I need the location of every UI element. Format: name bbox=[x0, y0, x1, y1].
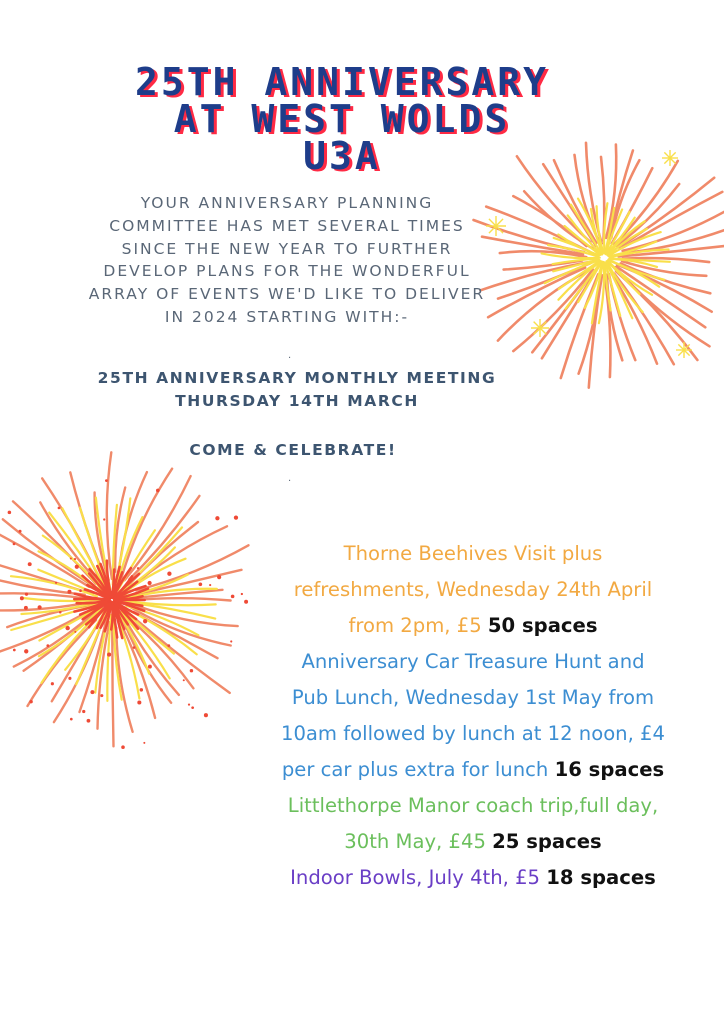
intro-paragraph bbox=[70, 192, 504, 329]
separator-dot: . bbox=[288, 473, 292, 484]
spaces-badge: 50 spaces bbox=[487, 614, 598, 637]
intro-line: SINCE THE NEW YEAR TO FURTHER bbox=[121, 239, 453, 258]
event-item bbox=[233, 788, 713, 860]
firework-left-icon bbox=[0, 440, 250, 760]
intro-line: DEVELOP PLANS FOR THE WONDERFUL bbox=[103, 262, 471, 281]
title-line: AT WEST WOLDS bbox=[173, 97, 511, 141]
meeting-line: THURSDAY 14TH MARCH bbox=[175, 392, 419, 410]
event-item bbox=[233, 536, 713, 644]
event-line: Indoor Bowls, July 4th, £5 bbox=[290, 866, 541, 889]
event-line: 10am followed by lunch at 12 noon, £4 bbox=[280, 722, 665, 745]
intro-line: ARRAY OF EVENTS WE'D LIKE TO DELIVER bbox=[88, 285, 486, 304]
poster-title bbox=[40, 60, 644, 178]
event-line: per car plus extra for lunch bbox=[281, 758, 549, 781]
events-list bbox=[233, 536, 713, 896]
event-line: Littlethorpe Manor coach trip,full day, bbox=[287, 794, 659, 817]
event-line: Anniversary Car Treasure Hunt and bbox=[301, 650, 645, 673]
spaces-badge: 16 spaces bbox=[554, 758, 665, 781]
intro-line: IN 2024 STARTING WITH:- bbox=[164, 307, 410, 326]
event-line: Thorne Beehives Visit plus bbox=[343, 542, 603, 565]
meeting-heading bbox=[60, 367, 534, 413]
intro-line: YOUR ANNIVERSARY PLANNING bbox=[140, 194, 434, 212]
event-line: Pub Lunch, Wednesday 1st May from bbox=[291, 686, 655, 709]
title-line: 25TH ANNIVERSARY bbox=[134, 60, 550, 104]
spaces-badge: 18 spaces bbox=[546, 866, 656, 889]
meeting-line: 25TH ANNIVERSARY MONTHLY MEETING bbox=[97, 369, 497, 387]
event-line: from 2pm, £5 bbox=[348, 614, 488, 637]
celebrate-heading: COME & CELEBRATE! bbox=[189, 441, 397, 459]
event-item bbox=[233, 860, 713, 896]
intro-line: COMMITTEE HAS MET SEVERAL TIMES bbox=[109, 216, 465, 235]
separator-dot: . bbox=[288, 350, 292, 361]
title-line: U3A bbox=[303, 134, 381, 178]
spaces-badge: 25 spaces bbox=[492, 830, 602, 853]
event-line: refreshments, Wednesday 24th April bbox=[293, 578, 653, 601]
event-line: 30th May, £45 bbox=[344, 830, 486, 853]
event-item bbox=[233, 644, 713, 788]
